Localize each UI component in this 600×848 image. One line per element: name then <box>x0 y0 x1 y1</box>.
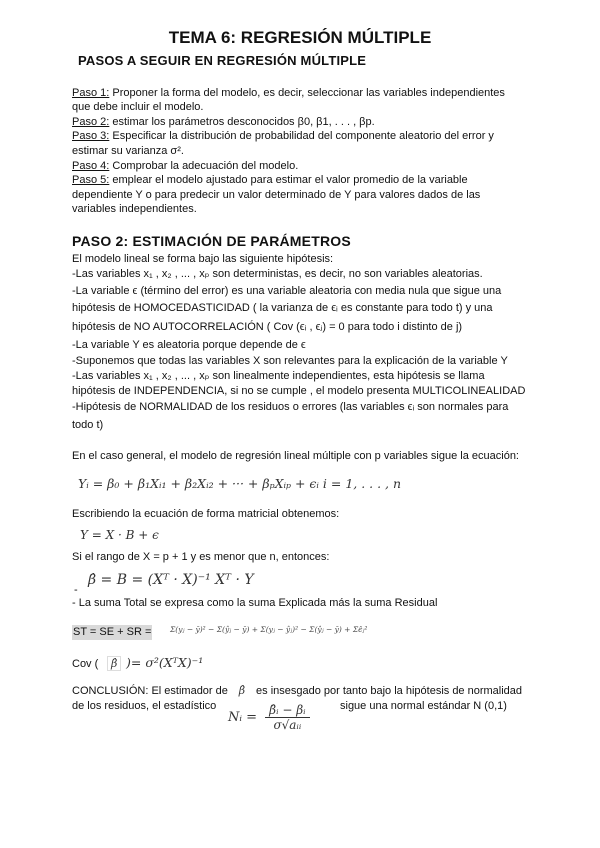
hypothesis-line: -Suponemos que todas las variables X son relevantes para la explicación de la variable Y <box>72 355 508 367</box>
section-subtitle: PASOS A SEGUIR EN REGRESIÓN MÚLTIPLE <box>78 53 367 68</box>
equation-matrix: Y = X · B + ϵ <box>80 528 159 542</box>
step-3-cont: estimar su varianza σ². <box>72 145 184 157</box>
cov-label: Cov ( <box>72 658 99 670</box>
fraction: β̂ᵢ − βᵢ σ√aᵢᵢ <box>265 703 309 732</box>
conclusion-line-2a: de los residuos, el estadístico <box>72 700 217 712</box>
hypothesis-line: -La variable ϵ (término del error) es una variable aleatoria con media nula que sigue una <box>72 285 502 297</box>
equation-beta-hat: β̂ = B = (Xᵀ · X)⁻¹ Xᵀ · Y <box>88 572 254 588</box>
step-2-line: Paso 2: estimar los parámetros desconocidos β0, β1, . . . , βp. <box>72 116 375 128</box>
conclusion-line-2b: sigue una normal estándar N (0,1) <box>340 700 507 712</box>
equation-N-statistic: Nᵢ = β̂ᵢ − βᵢ σ√aᵢᵢ <box>228 703 310 732</box>
hypothesis-line: El modelo lineal se forma bajo las siguiente hipótesis: <box>72 253 334 265</box>
sum-text: - La suma Total se expresa como la suma Explicada más la suma Residual <box>72 597 438 609</box>
section-heading: PASO 2: ESTIMACIÓN DE PARÁMETROS <box>72 233 351 249</box>
cov-beta-hat: β̂ <box>107 656 121 671</box>
step-1-line: Paso 1: Proponer la forma del modelo, es decir, seleccionar las variables independientes <box>72 87 505 99</box>
equation-model: Yᵢ = β₀ + β₁Xᵢ₁ + β₂Xᵢ₂ + ··· + βₚXᵢₚ + ϵᵢ i = 1, . . . , n <box>78 476 402 491</box>
rank-text: Si el rango de X = p + 1 y es menor que n, entonces: <box>72 551 330 563</box>
step-3-line: Paso 3: Especificar la distribución de probabilidad del componente aleatorio del error y <box>72 130 494 142</box>
conclusion-beta-hat: β̂ <box>238 684 246 697</box>
bullet-mark: - <box>74 584 78 596</box>
equation-sum-squares: Σ(yⱼ − ȳ)² − Σ(ŷⱼ − ȳ) + Σ(yⱼ − ŷⱼ)² − Σ(ŷⱼ − ȳ) + Σϵ̂ⱼ² <box>170 625 368 634</box>
hypothesis-line: -Las variables x₁ , x₂ , ... , xₚ son deterministas, es decir, no son variables aleatorias. <box>72 268 483 280</box>
step-5-cont-2: variables independientes. <box>72 203 197 215</box>
conclusion-line-1: CONCLUSIÓN: El estimador de β̂ es insesgado por tanto bajo la hipótesis de normalidad <box>72 684 523 697</box>
hypothesis-line: hipótesis de HOMOCEDASTICIDAD ( la varianza de ϵᵢ es constante para todo t) y una <box>72 302 493 314</box>
step-4-line: Paso 4: Comprobar la adecuación del modelo. <box>72 160 299 172</box>
page-title: TEMA 6: REGRESIÓN MÚLTIPLE <box>168 28 432 47</box>
hypothesis-line: hipótesis de INDEPENDENCIA, si no se cumple , el modelo presenta MULTICOLINEALIDAD <box>72 385 526 397</box>
step-5-line: Paso 5: emplear el modelo ajustado para estimar el valor promedio de la variable <box>72 174 468 186</box>
equation-cov: )= σ²(XᵀX)⁻¹ <box>126 655 204 670</box>
step-5-cont-1: dependiente Y o para predecir un valor determinado de Y para valores dados de las <box>72 189 481 201</box>
hypothesis-line: -La variable Y es aleatoria porque depende de ϵ <box>72 339 306 351</box>
general-case-text: En el caso general, el modelo de regresión lineal múltiple con p variables sigue la ecuación: <box>72 450 519 462</box>
st-label: ST = SE + SR = <box>73 626 152 638</box>
step-1-cont: que debe incluir el modelo. <box>72 101 204 113</box>
matrix-intro-text: Escribiendo la ecuación de forma matricial obtenemos: <box>72 508 340 520</box>
hypothesis-line: hipótesis de NO AUTOCORRELACIÓN ( Cov (ϵᵢ , ϵⱼ) = 0 para todo i distinto de j) <box>72 321 463 333</box>
hypothesis-line: -Las variables x₁ , x₂ , ... , xₚ son linealmente independientes, esta hipótesis se llama <box>72 370 485 382</box>
hypothesis-line: -Hipótesis de NORMALIDAD de los residuos o errores (las variables ϵᵢ son normales para <box>72 401 509 413</box>
hypothesis-line: todo t) <box>72 419 104 431</box>
